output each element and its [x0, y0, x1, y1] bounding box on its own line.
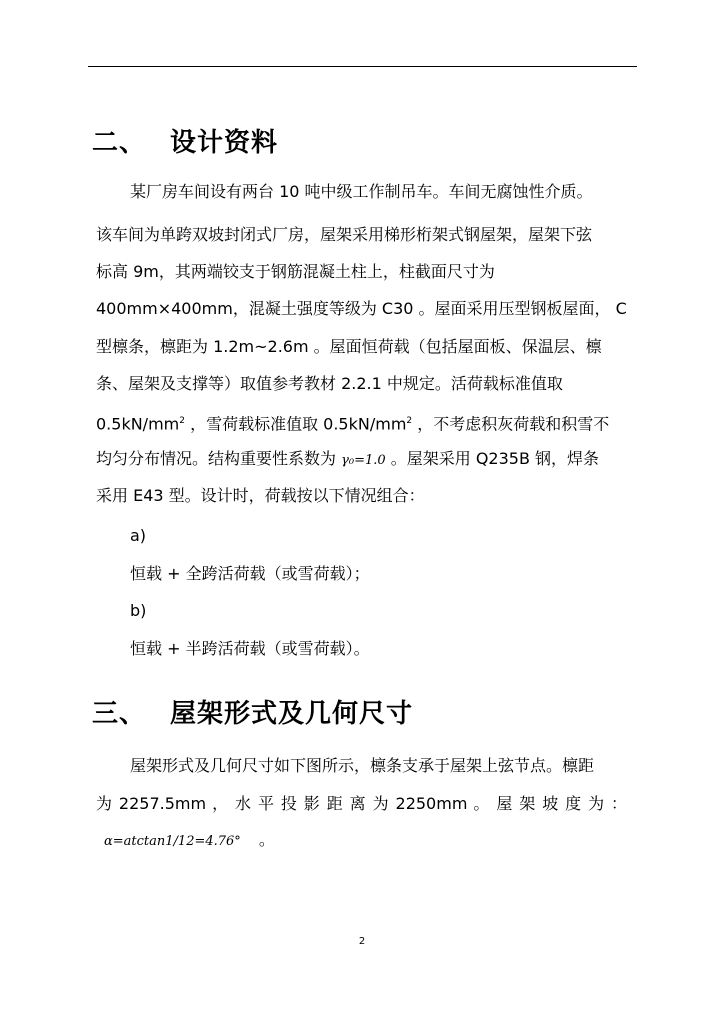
- case-b-text: 恒载 + 半跨活荷载（或雪荷载）。: [130, 639, 370, 658]
- section-heading-design-data: [92, 122, 278, 159]
- paragraph-line: 某厂房车间设有两台 10 吨中级工作制吊车。车间无腐蚀性介质。: [130, 182, 593, 201]
- section-title: 屋架形式及几何尺寸: [170, 699, 414, 729]
- paragraph-line: 屋架形式及几何尺寸如下图所示，檩条支承于屋架上弦节点。檩距: [130, 756, 595, 775]
- case-a-label: a): [130, 526, 147, 545]
- section-number: 三、: [92, 699, 147, 729]
- gamma-formula: γ₀=1.0: [341, 453, 386, 468]
- paragraph-line-loads: $0.5kN/mm^2$ ，雪荷载标准值取 $0.5kN/mm^2$ ，不考虑积灰荷载和积雪不: [96, 414, 610, 434]
- section-number: 二、: [92, 128, 147, 158]
- paragraph-line: 型檩条，檩距为 1.2m~2.6m 。屋面恒荷载（包括屋面板、保温层、檩: [96, 337, 602, 356]
- paragraph-line-slope: α=atctan1/12=4.76° 。: [104, 830, 275, 849]
- section-title: 设计资料: [170, 128, 279, 158]
- paragraph-line: 标高 9m，其两端铰支于钢筋混凝土柱上，柱截面尺寸为: [96, 262, 495, 281]
- page-number: 2: [358, 936, 366, 947]
- paragraph-line: 条、屋架及支撑等）取值参考教材 2.2.1 中规定。活荷载标准值取: [96, 374, 563, 393]
- header-rule: [88, 66, 637, 67]
- case-a-text: 恒载 + 全跨活荷载（或雪荷载）；: [130, 564, 370, 583]
- case-b-label: b): [130, 601, 147, 620]
- paragraph-line-importance: 均匀分布情况。结构重要性系数为 γ₀=1.0 。屋架采用 Q235B 钢，焊条: [96, 449, 600, 468]
- paragraph-line: 该车间为单跨双坡封闭式厂房，屋架采用梯形桁架式钢屋架，屋架下弦: [96, 225, 593, 244]
- paragraph-line: 400mm×400mm，混凝土强度等级为 C30 。屋面采用压型钢板屋面， C: [96, 299, 627, 318]
- paragraph-line: 采用 E43 型。设计时，荷载按以下情况组合：: [96, 486, 425, 505]
- paragraph-line: 为 2257.5mm ， 水 平 投 影 距 离 为 2250mm 。 屋 架 坡 度 为 ：: [96, 794, 627, 813]
- section-heading-truss-geometry: [92, 693, 413, 730]
- slope-formula: α=atctan1/12=4.76°: [104, 834, 241, 849]
